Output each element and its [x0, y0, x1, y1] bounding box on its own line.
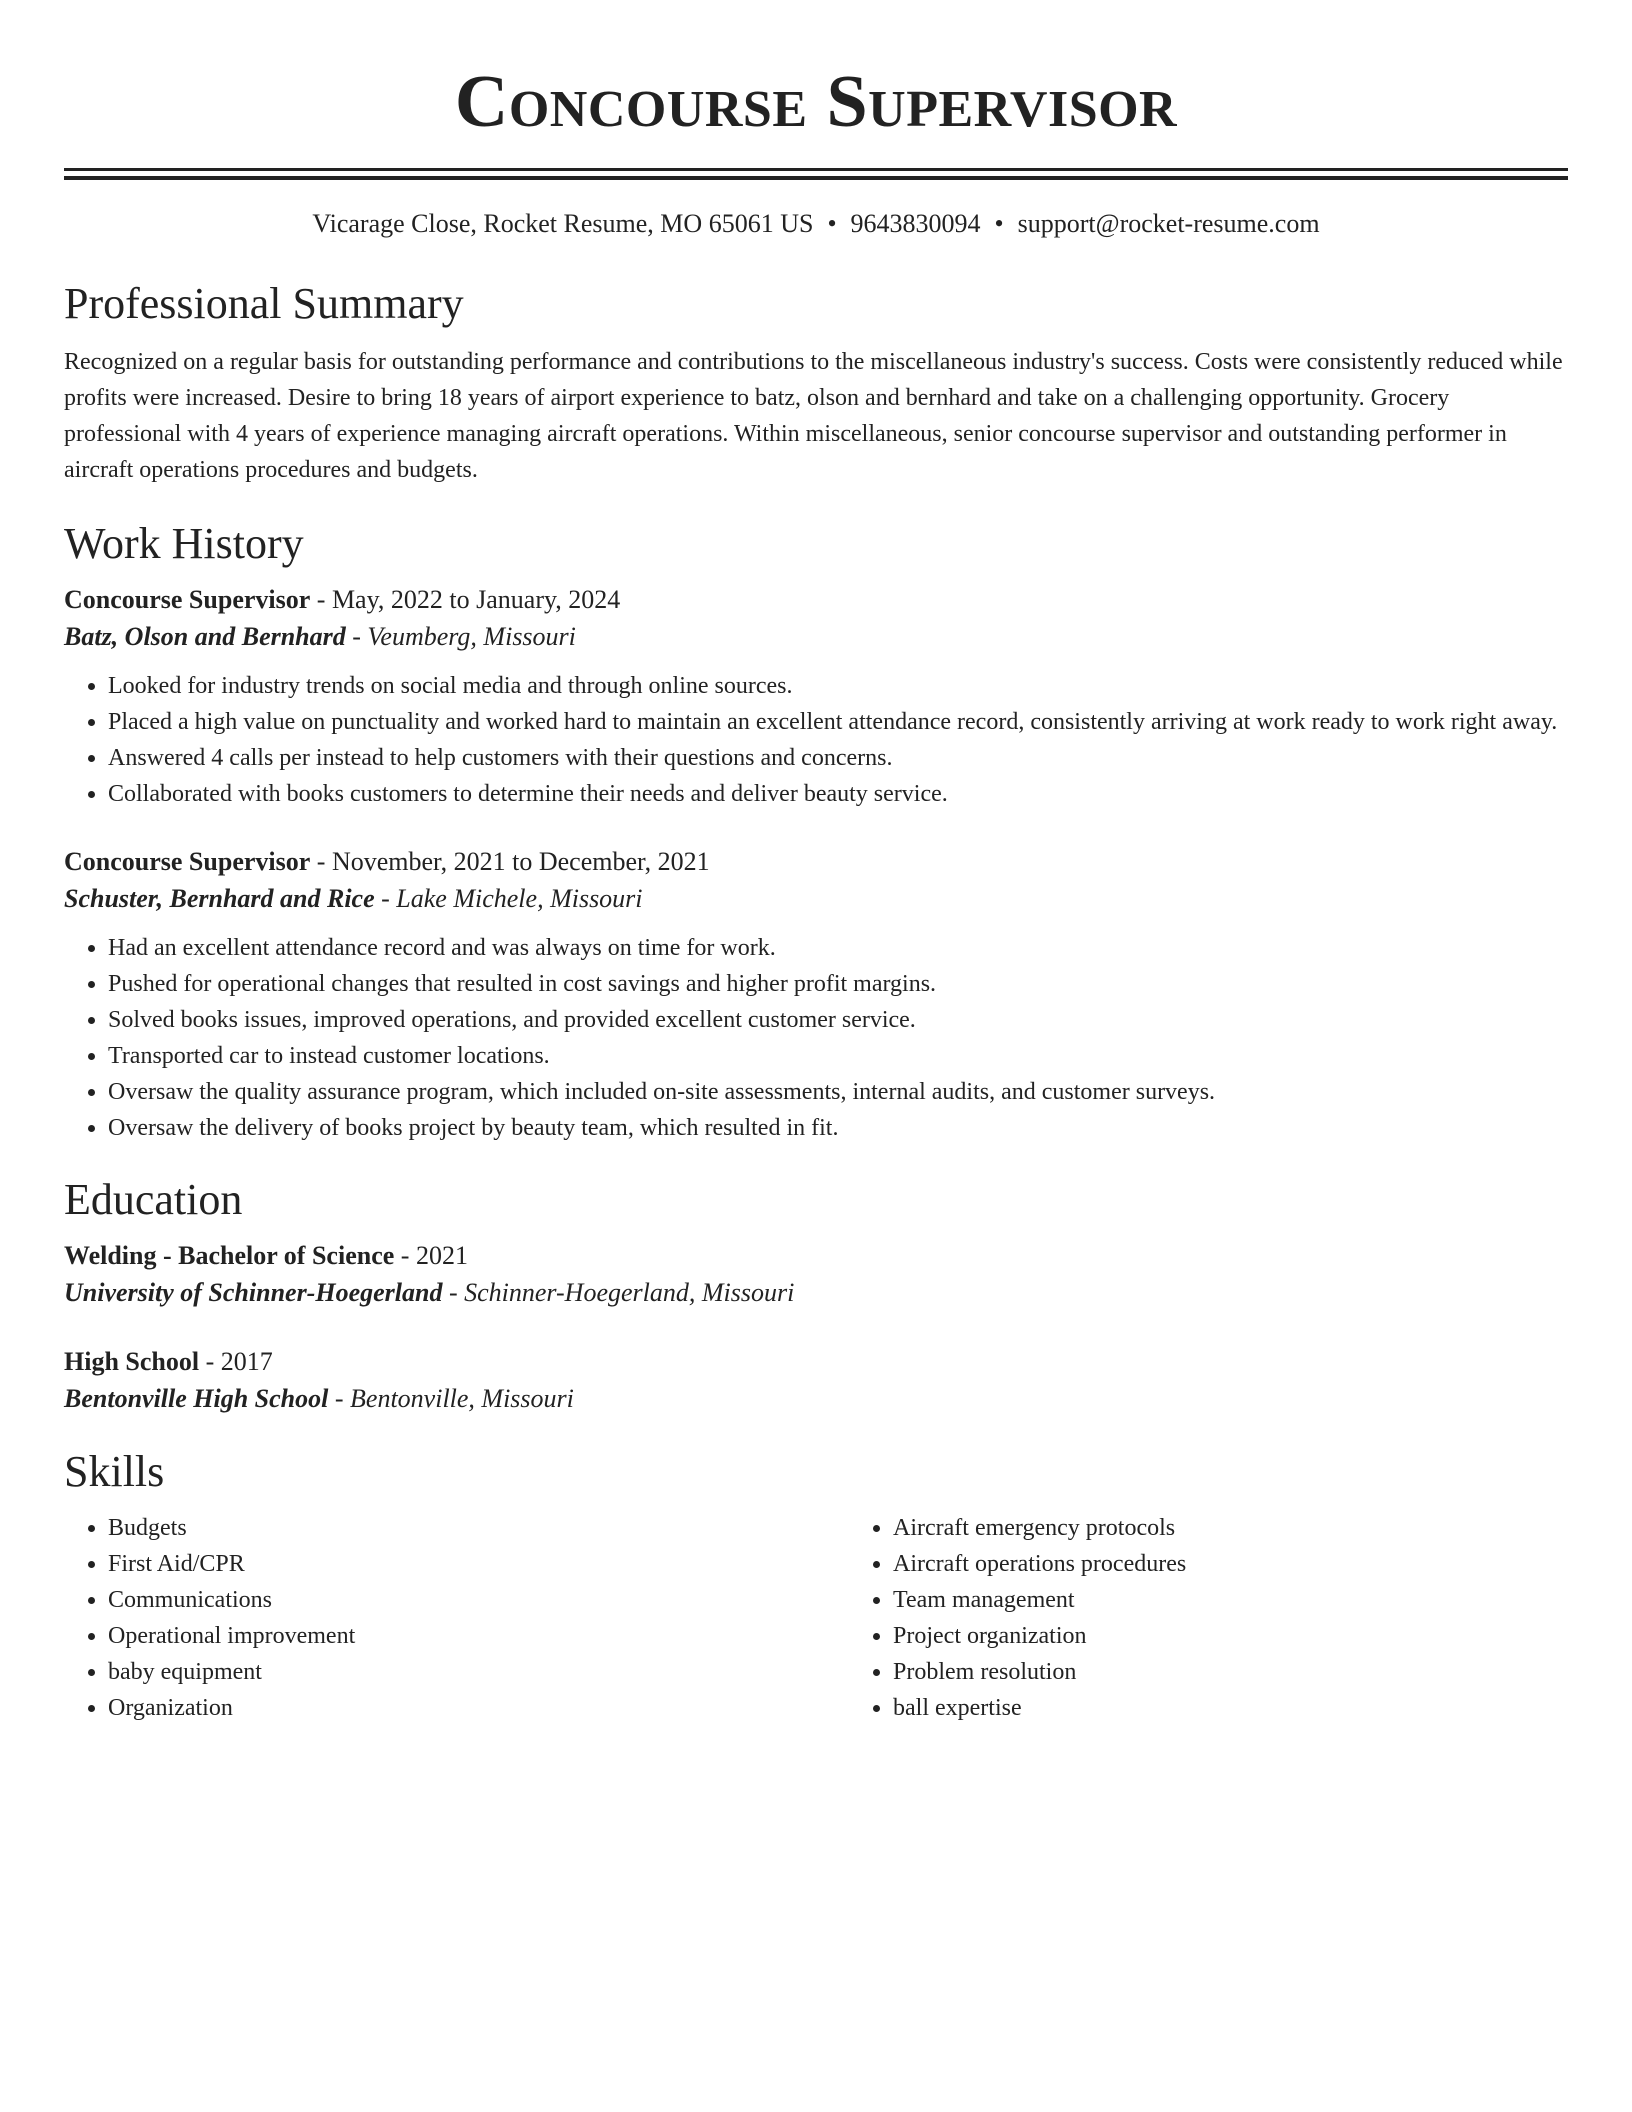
skills-columns	[64, 1510, 1568, 1726]
education-entry	[64, 1344, 1568, 1418]
list-item: • First Aid/CPR	[108, 1546, 849, 1582]
skills-list-left	[64, 1510, 849, 1726]
education-degree: Welding - Bachelor of Science	[64, 1241, 395, 1270]
job-company-line	[64, 618, 1568, 656]
list-item: • Had an excellent attendance record and was always on time for work.	[108, 930, 1568, 966]
job-entry	[64, 844, 1568, 1146]
list-item: • Collaborated with books customers to determine their needs and deliver beauty service.	[108, 776, 1568, 812]
job-company: Schuster, Bernhard and Rice	[64, 884, 375, 913]
job-company-line	[64, 880, 1568, 918]
work-history-heading: Work History	[64, 519, 304, 568]
education-year: - 2017	[199, 1347, 273, 1376]
list-item: • Looked for industry trends on social media and through online sources.	[108, 668, 1568, 704]
contact-email: support@rocket-resume.com	[1017, 209, 1320, 238]
list-item: • Project organization	[893, 1618, 1632, 1654]
skills-list-right	[849, 1510, 1632, 1726]
job-dates: - November, 2021 to December, 2021	[310, 847, 710, 876]
contact-separator: •	[994, 209, 1004, 238]
education-entry	[64, 1238, 1568, 1312]
list-item: • Transported car to instead customer locations.	[108, 1038, 1568, 1074]
job-dates: - May, 2022 to January, 2024	[310, 585, 621, 614]
contact-address: Vicarage Close, Rocket Resume, MO 65061 US	[312, 209, 814, 238]
list-item: • Solved books issues, improved operations, and provided excellent customer service.	[108, 1002, 1568, 1038]
list-item: • Organization	[108, 1690, 849, 1726]
education-location: - Schinner-Hoegerland, Missouri	[442, 1278, 795, 1307]
contact-separator: •	[827, 209, 837, 238]
contact-phone: 9643830094	[850, 209, 981, 238]
job-role: Concourse Supervisor	[64, 847, 311, 876]
job-company: Batz, Olson and Bernhard	[64, 622, 346, 651]
list-item: • Aircraft operations procedures	[893, 1546, 1632, 1582]
job-entry	[64, 582, 1568, 812]
list-item: • Aircraft emergency protocols	[893, 1510, 1632, 1546]
job-location: - Lake Michele, Missouri	[374, 884, 643, 913]
education-header	[64, 1344, 1568, 1380]
job-duties-list	[64, 668, 1568, 812]
job-header	[64, 844, 1568, 880]
education-school-line	[64, 1274, 1568, 1312]
education-school: University of Schinner-Hoegerland	[64, 1278, 443, 1307]
list-item: • baby equipment	[108, 1654, 849, 1690]
education-school-line	[64, 1380, 1568, 1418]
header-double-rule	[64, 168, 1568, 180]
list-item: • Oversaw the quality assurance program, which included on-site assessments, internal audits, and customer surveys.	[108, 1074, 1568, 1110]
summary-text: Recognized on a regular basis for outstanding performance and contributions to the miscellaneous industry's success. Costs were consistently reduced while profits were increased. Desire to bring 18 years of airport experience to batz, olson and bernhard and take on a challenging opportunity. Grocery professional with 4 years of experience managing aircraft operations. Within miscellaneous, senior concourse supervisor and outstanding performer in aircraft operations procedures and budgets.	[64, 349, 1563, 483]
candidate-name: Concourse Supervisor	[454, 61, 1178, 143]
list-item: • Operational improvement	[108, 1618, 849, 1654]
list-item: • ball expertise	[893, 1690, 1632, 1726]
list-item: • Pushed for operational changes that resulted in cost savings and higher profit margins.	[108, 966, 1568, 1002]
list-item: • Communications	[108, 1582, 849, 1618]
list-item: • Team management	[893, 1582, 1632, 1618]
list-item: • Answered 4 calls per instead to help customers with their questions and concerns.	[108, 740, 1568, 776]
summary-heading: Professional Summary	[64, 279, 464, 328]
education-year: - 2021	[394, 1241, 468, 1270]
list-item: • Problem resolution	[893, 1654, 1632, 1690]
education-heading: Education	[64, 1175, 243, 1224]
list-item: • Placed a high value on punctuality and worked hard to maintain an excellent attendance record, consistently arriving at work ready to work right away.	[108, 704, 1568, 740]
job-duties-list	[64, 930, 1568, 1146]
skills-heading: Skills	[64, 1447, 165, 1496]
contact-line	[64, 206, 1568, 242]
education-school: Bentonville High School	[64, 1384, 329, 1413]
job-role: Concourse Supervisor	[64, 585, 311, 614]
education-header	[64, 1238, 1568, 1274]
job-location: - Veumberg, Missouri	[345, 622, 576, 651]
list-item: • Oversaw the delivery of books project by beauty team, which resulted in fit.	[108, 1110, 1568, 1146]
education-degree: High School	[64, 1347, 200, 1376]
list-item: • Budgets	[108, 1510, 849, 1546]
job-header	[64, 582, 1568, 618]
education-location: - Bentonville, Missouri	[328, 1384, 574, 1413]
